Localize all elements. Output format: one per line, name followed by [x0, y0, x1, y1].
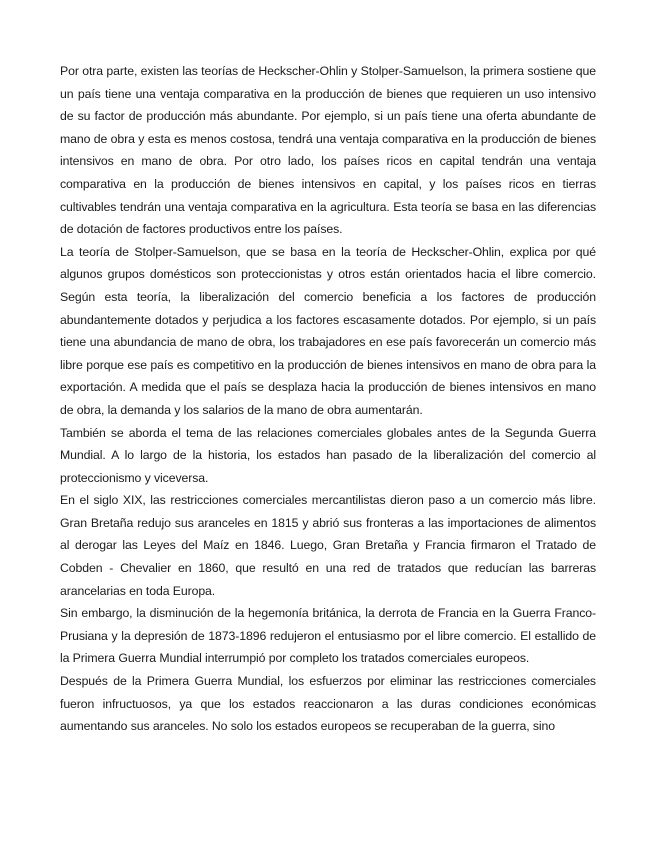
body-text — [60, 60, 596, 738]
paragraph-heckscher-ohlin: Por otra parte, existen las teorías de Heckscher-Ohlin y Stolper-Samuelson, la primera sostiene que un país tiene una ventaja comparativa en la producción de bienes que requieren un uso intensivo de su factor de producción más abundante. Por ejemplo, si un país tiene una oferta abundante de mano de obra y esta es menos costosa, tendrá una ventaja comparativa en la producción de bienes intensivos en mano de obra. Por otro lado, los países ricos en capital tendrán una ventaja comparativa en la producción de bienes intensivos en capital, y los países ricos en tierras cultivables tendrán una ventaja comparativa en la agricultura. Esta teoría se basa en las diferencias de dotación de factores productivos entre los países. — [60, 64, 596, 237]
paragraph-nineteenth-century: En el siglo XIX, las restricciones comerciales mercantilistas dieron paso a un comercio más libre. Gran Bretaña redujo sus aranceles en 1815 y abrió sus fronteras a las importaciones de alimentos al derogar las Leyes del Maíz en 1846. Luego, Gran Bretaña y Francia firmaron el Tratado de Cobden - Chevalier en 1860, que resultó en una red de tratados que reducían las barreras arancelarias en toda Europa. — [60, 493, 596, 598]
paragraph-british-decline: Sin embargo, la disminución de la hegemonía británica, la derrota de Francia en la Guerra Franco-Prusiana y la depresión de 1873-1896 redujeron el entusiasmo por el libre comercio. El estallido de la Primera Guerra Mundial interrumpió por completo los tratados comerciales europeos. — [60, 606, 596, 666]
paragraph-global-trade-intro: También se aborda el tema de las relaciones comerciales globales antes de la Segunda Guerra Mundial. A lo largo de la historia, los estados han pasado de la liberalización del comercio al proteccionismo y viceversa. — [60, 425, 596, 485]
paragraph-post-war: Después de la Primera Guerra Mundial, los esfuerzos por eliminar las restricciones comerciales fueron infructuosos, ya que los estados reaccionaron a las duras condiciones económicas aumentando sus aranceles. No solo los estados europeos se recuperaban de la guerra, sino — [60, 674, 596, 734]
paragraph-stolper-samuelson: La teoría de Stolper-Samuelson, que se basa en la teoría de Heckscher-Ohlin, explica por qué algunos grupos domésticos son proteccionistas y otros están orientados hacia el libre comercio. Según esta teoría, la liberalización del comercio beneficia a los factores de producción abundantemente dotados y perjudica a los factores escasamente dotados. Por ejemplo, si un país tiene una abundancia de mano de obra, los trabajadores en ese país favorecerán un comercio más libre porque ese país es competitivo en la producción de bienes intensivos en mano de obra para la exportación. A medida que el país se desplaza hacia la producción de bienes intensivos en mano de obra, la demanda y los salarios de la mano de obra aumentarán. — [60, 244, 596, 417]
